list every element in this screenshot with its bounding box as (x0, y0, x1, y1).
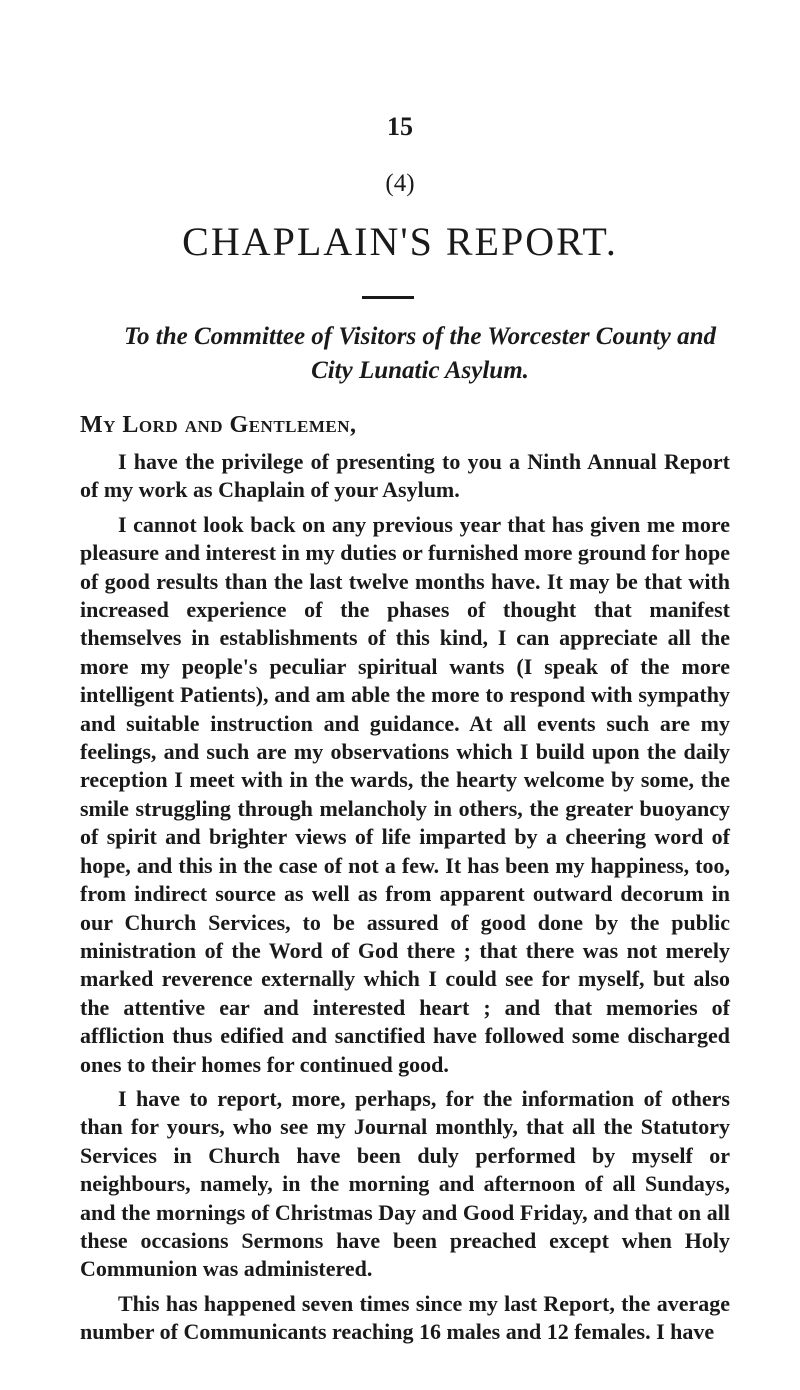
page-title: CHAPLAIN'S REPORT. (182, 219, 618, 264)
title-rule (362, 296, 414, 299)
address-line: To the Committee of Visitors of the Worcester County and City Lunatic Asylum. (124, 323, 716, 384)
paragraph-1: I have the privilege of presenting to you a Ninth Annual Report of my work as Chaplain of your Asylum. (80, 449, 730, 503)
report-body (80, 448, 730, 1353)
salutation: My Lord and Gentlemen, (80, 412, 357, 438)
page-number: 15 (387, 112, 413, 141)
paragraph-4: This has happened seven times since my last Report, the average number of Communicants reaching 16 males and 12 females. I have (80, 1290, 730, 1345)
paragraph-2: I cannot look back on any previous year that has given me more pleasure and interest in my duties or furnished more ground for hope of good results than the last twelve months have. It may be that with increased experience of the phases of thought that manifest themselves in establishments of this kind, I can appreciate all the more my people's peculiar spiritual wants (I speak of the more intelligent Patients), and am able the more to respond with sympathy and suitable instruction and guidance. At all events such are my feelings, and such are my observations which I build upon the daily reception I meet with in the wards, the hearty welcome by some, the smile struggling through melancholy in others, the greater buoyancy of spirit and brighter views of life imparted by a cheering word of hope, and this in the case of not a few. It has been my happiness, too, from indirect source as well as from apparent outward decorum in our Church Services, to be assured of good done by the public ministration of the Word of God there ; that there was not merely marked reverence externally which I could see for myself, but also the attentive ear and interested heart ; and that memories of affliction thus edified and sanctified have followed some discharged ones to their homes for continued good. (80, 511, 730, 1077)
section-number: (4) (385, 170, 415, 197)
paragraph-3: I have to report, more, perhaps, for the information of others than for yours, who see my Journal monthly, that all the Statutory Services in Church have been duly performed by myself or neighbours, namely, in the morning and afternoon of all Sundays, and the mornings of Christmas Day and Good Friday, and that on all these occasions Sermons have been preached except when Holy Communion was administered. (80, 1085, 730, 1282)
